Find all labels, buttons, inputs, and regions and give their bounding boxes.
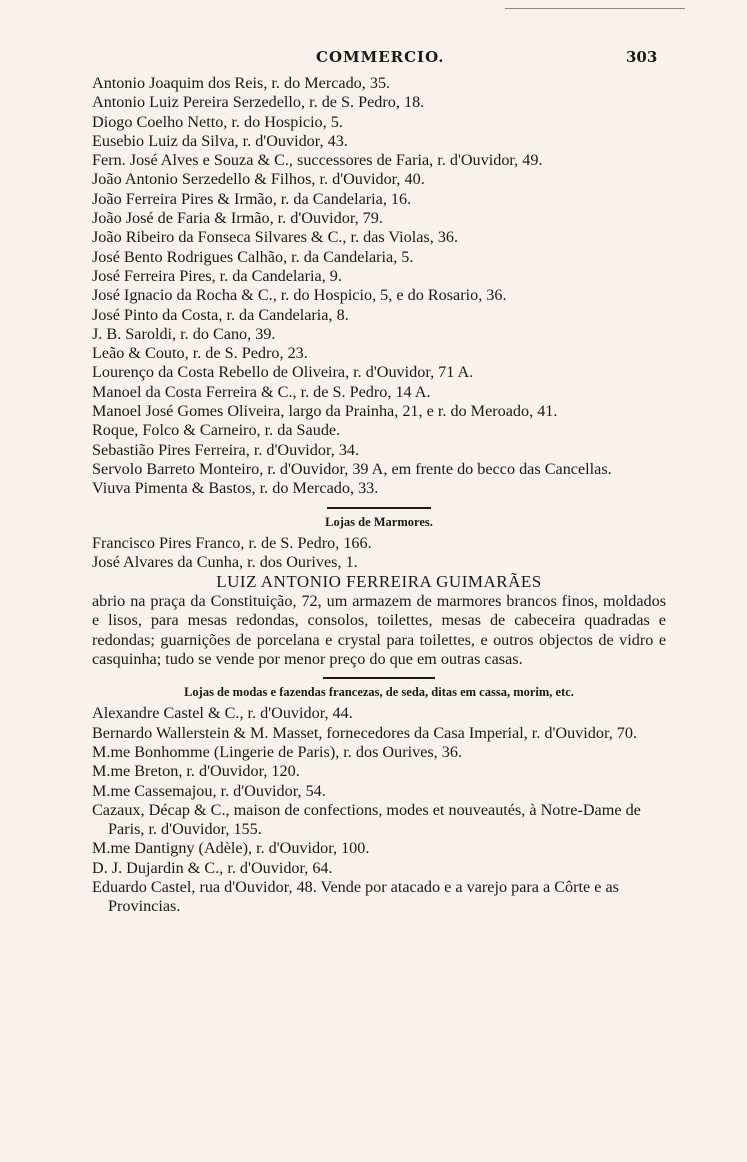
list-item: José Bento Rodrigues Calhão, r. da Candelaria, 5. bbox=[92, 247, 414, 266]
list-item: M.me Cassemajou, r. d'Ouvidor, 54. bbox=[92, 781, 326, 800]
list-item: Manoel José Gomes Oliveira, largo da Prainha, 21, e r. do Meroado, 41. bbox=[92, 402, 558, 421]
list-item: José Pinto da Costa, r. da Candelaria, 8. bbox=[92, 305, 349, 324]
list-item: Cazaux, Décap & C., maison de confections, modes et nouveautés, à Notre-Dame de Paris, r. d'Ouvidor, 155. bbox=[92, 800, 641, 839]
list-item: Alexandre Castel & C., r. d'Ouvidor, 44. bbox=[92, 704, 353, 723]
page-number: 303 bbox=[626, 48, 658, 66]
section-divider bbox=[327, 507, 431, 509]
list-item: M.me Breton, r. d'Ouvidor, 120. bbox=[92, 762, 300, 781]
list-item: Viuva Pimenta & Bastos, r. do Mercado, 33. bbox=[92, 479, 379, 498]
list-item: Lourenço da Costa Rebello de Oliveira, r. d'Ouvidor, 71 A. bbox=[92, 363, 474, 382]
entry-list-top bbox=[92, 74, 666, 499]
list-item: José Ignacio da Rocha & C., r. do Hospicio, 5, e do Rosario, 36. bbox=[92, 286, 507, 305]
list-item: Leão & Couto, r. de S. Pedro, 23. bbox=[92, 344, 308, 363]
section-title-modas: Lojas de modas e fazendas francezas, de seda, ditas em cassa, morim, etc. bbox=[184, 685, 574, 700]
list-item: Francisco Pires Franco, r. de S. Pedro, 166. bbox=[92, 533, 372, 552]
list-item: Sebastião Pires Ferreira, r. d'Ouvidor, 34. bbox=[92, 440, 360, 459]
list-item: Antonio Joaquim dos Reis, r. do Mercado, 35. bbox=[92, 74, 391, 92]
top-rule bbox=[505, 8, 685, 9]
list-item: Eduardo Castel, rua d'Ouvidor, 48. Vende por atacado e a varejo para a Côrte e as Provincias. bbox=[92, 877, 619, 916]
list-item: Servolo Barreto Monteiro, r. d'Ouvidor, 39 A, em frente do becco das Cancellas. bbox=[92, 459, 612, 478]
section-title-marmores: Lojas de Marmores. bbox=[325, 514, 433, 529]
list-item: Diogo Coelho Netto, r. do Hospicio, 5. bbox=[92, 112, 343, 131]
list-item: D. J. Dujardin & C., r. d'Ouvidor, 64. bbox=[92, 858, 333, 877]
list-item: José Ferreira Pires, r. da Candelaria, 9. bbox=[92, 266, 342, 285]
section-divider bbox=[323, 677, 435, 679]
list-item: João Antonio Serzedello & Filhos, r. d'Ouvidor, 40. bbox=[92, 170, 425, 189]
list-item: José Alvares da Cunha, r. dos Ourives, 1. bbox=[92, 552, 358, 571]
list-item: Manoel da Costa Ferreira & C., r. de S. Pedro, 14 A. bbox=[92, 382, 431, 401]
advertisement-body: abrio na praça da Constituição, 72, um armazem de marmores brancos finos, moldados e lisos, para mesas redondas, consolos, toilettes, mesas de cabeceira quadradas e redondas; guarnições de porcelana e crystal para toilettes, e outros objectos de vidro e casquinha; tudo se vende por menor preço do que em outras casas. bbox=[92, 592, 666, 669]
list-item: João José de Faria & Irmão, r. d'Ouvidor, 79. bbox=[92, 209, 383, 228]
advertisement-heading: LUIZ ANTONIO FERREIRA GUIMARÃES bbox=[216, 572, 542, 592]
list-item: J. B. Saroldi, r. do Cano, 39. bbox=[92, 324, 276, 343]
list-item: Eusebio Luiz da Silva, r. d'Ouvidor, 43. bbox=[92, 131, 348, 150]
list-item: Antonio Luiz Pereira Serzedello, r. de S. Pedro, 18. bbox=[92, 93, 425, 112]
page-content bbox=[92, 74, 666, 917]
list-item: M.me Dantigny (Adèle), r. d'Ouvidor, 100. bbox=[92, 839, 370, 858]
list-item: M.me Bonhomme (Lingerie de Paris), r. dos Ourives, 36. bbox=[92, 742, 463, 761]
list-item: Bernardo Wallerstein & M. Masset, fornecedores da Casa Imperial, r. d'Ouvidor, 70. bbox=[92, 723, 638, 742]
list-item: Fern. José Alves e Souza & C., successores de Faria, r. d'Ouvidor, 49. bbox=[92, 151, 543, 170]
list-item: João Ferreira Pires & Irmão, r. da Candelaria, 16. bbox=[92, 189, 412, 208]
list-item: João Ribeiro da Fonseca Silvares & C., r. das Violas, 36. bbox=[92, 228, 459, 247]
running-title: COMMERCIO. bbox=[316, 48, 445, 66]
page-header bbox=[0, 48, 747, 72]
list-item: Roque, Folco & Carneiro, r. da Saude. bbox=[92, 421, 341, 440]
